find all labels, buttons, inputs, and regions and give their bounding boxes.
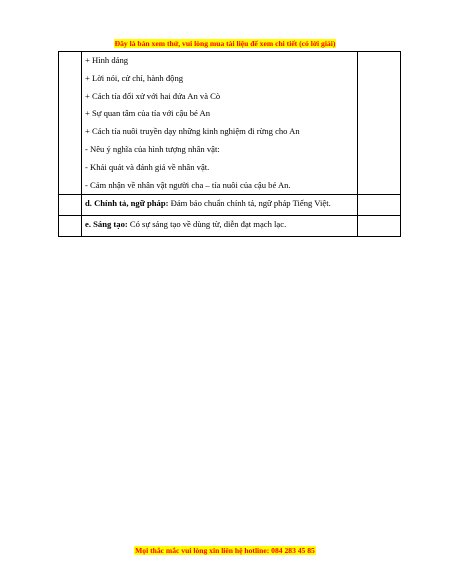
table-row	[59, 195, 401, 216]
score-cell	[358, 52, 401, 195]
index-cell	[59, 52, 82, 195]
content-line: - Khái quát và đánh giá về nhân vật.	[85, 161, 210, 172]
criterion-e-text: Có sự sáng tạo về dùng từ, diễn đạt mạch lạc.	[127, 218, 287, 229]
score-cell	[358, 215, 401, 236]
content-line: + Cách tía đối xử với hai đứa An và Cò	[85, 90, 221, 101]
criterion-d-cell	[82, 195, 358, 216]
header-banner	[0, 39, 450, 49]
criterion-e-cell	[82, 215, 358, 236]
criterion-d-text: Đảm bảo chuẩn chính tả, ngữ pháp Tiếng Việt.	[168, 198, 331, 209]
criterion-e	[82, 216, 357, 236]
content-line: + Hình dáng	[85, 55, 129, 65]
index-cell	[59, 215, 82, 236]
content-line: + Cách tía nuôi truyền dạy những kinh nghiệm đi rừng cho An	[85, 126, 300, 137]
footer-banner-text: Mọi thắc mắc vui lòng xin liên hệ hotline: 084 283 45 85	[135, 546, 315, 555]
index-cell	[59, 195, 82, 216]
content-cell	[82, 52, 358, 195]
content-lines	[82, 52, 357, 194]
footer-banner	[0, 546, 450, 556]
content-line: - Cảm nhận về nhân vật người cha – tía nuôi của cậu bé An.	[85, 179, 291, 190]
header-banner-text: Đây là bản xem thử, vui lòng mua tài liệu để xem chi tiết (có lời giải)	[114, 39, 336, 48]
content-line: + Sự quan tâm của tía với cậu bé An	[85, 108, 211, 119]
criterion-d	[82, 195, 357, 215]
table-row	[59, 52, 401, 195]
content-line: - Nêu ý nghĩa của hình tượng nhân vật:	[85, 143, 220, 154]
content-line: + Lời nói, cử chỉ, hành động	[85, 72, 184, 83]
criterion-d-label: d. Chính tả, ngữ pháp:	[85, 198, 169, 209]
score-cell	[358, 195, 401, 216]
table-row	[59, 215, 401, 236]
criterion-e-label: e. Sáng tạo:	[85, 218, 128, 229]
grading-table	[58, 51, 401, 237]
